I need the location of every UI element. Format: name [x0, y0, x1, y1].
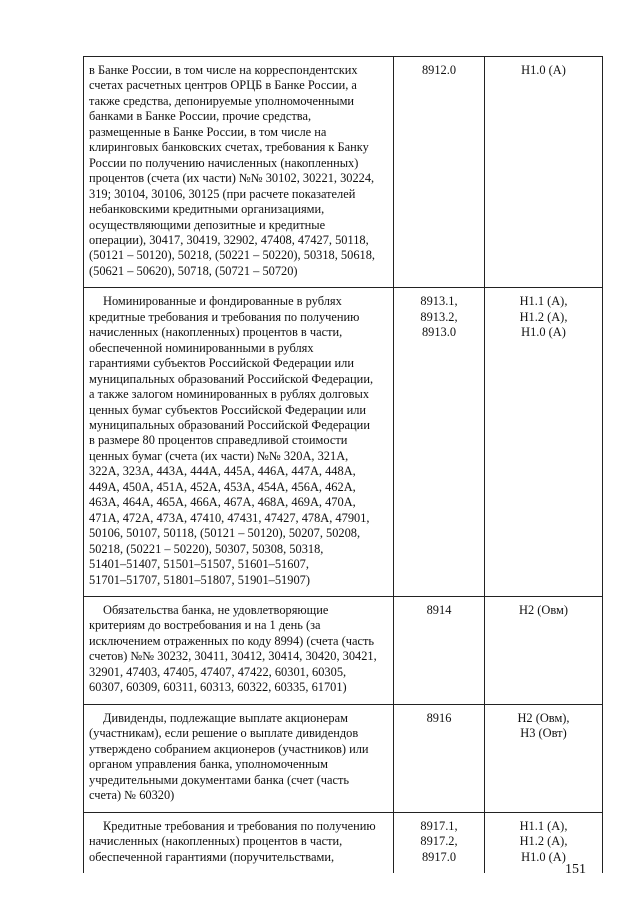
cell-line: 8913.2, — [420, 309, 458, 324]
cell-line: Н1.1 (А), — [519, 294, 568, 309]
cell-line: 449А, 450А, 451А, 452А, 453А, 454А, 456А, 462А, — [89, 479, 356, 494]
cell-line: 319; 30104, 30106, 30125 (при расчете показателей — [89, 186, 356, 201]
cell-line: 32901, 47403, 47405, 47407, 47422, 60301, 60305, — [89, 664, 347, 679]
cell-line: счетах расчетных центров ОРЦБ в Банке России, а — [89, 78, 357, 93]
cell-line: 8913.0 — [421, 325, 457, 340]
cell-line: утверждено собранием акционеров (участников) или — [89, 741, 369, 756]
cell-line: учредительными документами банка (счет (часть — [89, 772, 350, 787]
cell-line: Н1.2 (А), — [519, 309, 568, 324]
cell-line: Н1.1 (А), — [519, 818, 568, 833]
cell-line: Н2 (Овм), — [517, 710, 570, 725]
cell-line: начисленных (накопленных) процентов в части, — [89, 834, 343, 849]
cell-line: Кредитные требования и требования по получению — [103, 818, 376, 833]
row-description — [84, 812, 394, 873]
cell-line: счета) № 60320) — [89, 788, 175, 803]
row-description — [84, 596, 394, 704]
cell-line: процентов (счета (их части) №№ 30102, 30221, 30224, — [89, 171, 375, 186]
cell-line: 8917.1, — [420, 818, 458, 833]
page-number: 151 — [565, 862, 586, 877]
cell-line: 50218, (50221 – 50220), 50307, 50308, 50318, — [89, 541, 324, 556]
cell-line: критериям до востребования и на 1 день (за — [89, 618, 321, 633]
cell-line: Н1.2 (А), — [519, 834, 568, 849]
cell-line: 471А, 472А, 473А, 47410, 47431, 47427, 478А, 47901, — [89, 510, 370, 525]
cell-line: Н1.0 (А) — [521, 849, 566, 864]
cell-line: Н1.0 (А) — [521, 325, 566, 340]
table-row — [84, 57, 603, 288]
cell-line: 8914 — [426, 602, 452, 617]
cell-line: 463А, 464А, 465А, 466А, 467А, 468А, 469А, 470А, — [89, 495, 356, 510]
cell-line: операции), 30417, 30419, 32902, 47408, 47427, 50118, — [89, 232, 369, 247]
cell-line: 51401–51407, 51501–51507, 51601–51607, — [89, 557, 309, 572]
table-row — [84, 704, 603, 812]
row-code — [394, 57, 485, 288]
cell-line: Н1.0 (А) — [521, 63, 566, 77]
cell-line: небанковскими кредитными организациями, — [89, 202, 325, 217]
table-row — [84, 288, 603, 597]
row-code — [394, 704, 485, 812]
cell-line: в Банке России, в том числе на корреспондентских — [89, 63, 358, 77]
cell-line: в размере 80 процентов справедливой стоимости — [89, 433, 348, 448]
cell-line: Дивиденды, подлежащие выплате акционерам — [103, 710, 348, 725]
cell-line: 8917.0 — [421, 849, 457, 864]
cell-line: ценных бумаг (счета (их части) №№ 320А, 321А, — [89, 448, 349, 463]
cell-line: гарантиями субъектов Российской Федерации или — [89, 356, 354, 371]
cell-line: также средства, депонируемые уполномоченными — [89, 93, 355, 108]
cell-line: муниципальных образований Российской Федерации, — [89, 371, 374, 386]
cell-line: начисленных (накопленных) процентов в части, — [89, 325, 343, 340]
cell-line: 322А, 323А, 443А, 444А, 445А, 446А, 447А, 448А, — [89, 464, 356, 479]
table-row — [84, 596, 603, 704]
cell-line: размещенные в Банке России, в том числе на — [89, 124, 327, 139]
cell-line: 50106, 50107, 50118, (50121 – 50120), 50207, 50208, — [89, 526, 361, 541]
row-description — [84, 288, 394, 597]
cell-line: Номинированные и фондированные в рублях — [103, 294, 342, 309]
row-code — [394, 288, 485, 597]
cell-line: 60307, 60309, 60311, 60313, 60322, 60335, 61701) — [89, 680, 347, 695]
row-norm — [485, 57, 603, 288]
cell-line: 8912.0 — [421, 63, 457, 77]
cell-line: (участникам), если решение о выплате дивидендов — [89, 726, 359, 741]
cell-line: органом управления банка, уполномоченным — [89, 757, 328, 772]
cell-line: Н2 (Овм) — [519, 602, 568, 617]
cell-line: 8916 — [426, 710, 452, 725]
row-norm — [485, 288, 603, 597]
row-code — [394, 596, 485, 704]
cell-line: а также залогом номинированных в рублях долговых — [89, 387, 370, 402]
cell-line: банками в Банке России, прочие средства, — [89, 109, 312, 124]
row-code — [394, 812, 485, 873]
cell-line: кредитные требования и требования по получению — [89, 309, 360, 324]
row-norm — [485, 704, 603, 812]
cell-line: (50121 – 50120), 50218, (50221 – 50220), 50318, 50618, — [89, 248, 376, 263]
cell-line: ценных бумаг субъектов Российской Федерации или — [89, 402, 367, 417]
cell-line: клиринговых банковских счетах, требования к Банку — [89, 140, 369, 155]
cell-line: исключением отраженных по коду 8994) (счета (часть — [89, 633, 375, 648]
cell-line: обеспеченной номинированными в рублях — [89, 340, 314, 355]
table-row — [84, 812, 603, 873]
row-description — [84, 57, 394, 288]
cell-line: 8917.2, — [420, 834, 458, 849]
cell-line: 51701–51707, 51801–51807, 51901–51907) — [89, 572, 310, 587]
document-table — [83, 56, 603, 873]
cell-line: муниципальных образований Российской Федерации — [89, 417, 370, 432]
cell-line: счетов) №№ 30232, 30411, 30412, 30414, 30420, 30421, — [89, 649, 377, 664]
cell-line: осуществляющими депозитные и кредитные — [89, 217, 326, 232]
cell-line: Н3 (Овт) — [520, 726, 567, 741]
cell-line: (50621 – 50620), 50718, (50721 – 50720) — [89, 263, 298, 278]
cell-line: обеспеченной гарантиями (поручительствами, — [89, 849, 335, 864]
cell-line: России по получению начисленных (накопленных) — [89, 155, 359, 170]
row-norm — [485, 596, 603, 704]
cell-line: Обязательства банка, не удовлетворяющие — [103, 602, 329, 617]
row-description — [84, 704, 394, 812]
cell-line: 8913.1, — [420, 294, 458, 309]
